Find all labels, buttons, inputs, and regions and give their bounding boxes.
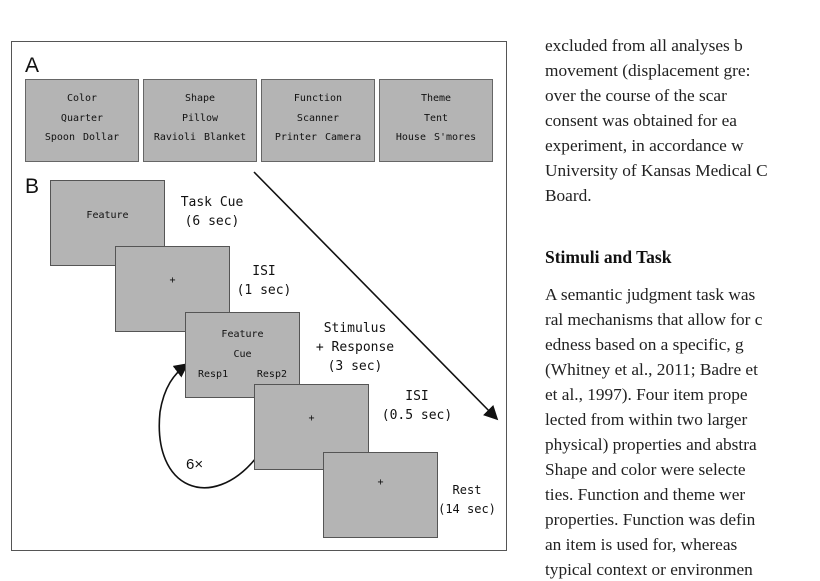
label-line: ISI: [405, 389, 429, 404]
label-line: (3 sec): [327, 359, 383, 374]
text-line: an item is used for, whereas: [545, 535, 738, 554]
body-text-top: [545, 36, 820, 216]
text-line: over the course of the scar: [545, 86, 727, 105]
category-item: S'mores: [433, 132, 477, 143]
body-text-bottom: [545, 285, 820, 581]
text-line: experiment, in accordance w: [545, 136, 744, 155]
category-item: Blanket: [204, 132, 247, 143]
isi-1-label: [224, 262, 304, 300]
text-line: typical context or environmen: [545, 560, 753, 579]
task-cue-label: [162, 193, 262, 231]
label-line: (6 sec): [184, 214, 240, 229]
section-heading: Stimuli and Task: [545, 247, 672, 267]
text-line: consent was obtained for ea: [545, 111, 737, 130]
category-title: Shape: [184, 93, 216, 104]
text-line: ties. Function and theme wer: [545, 485, 746, 504]
category-item: Pillow: [181, 113, 219, 124]
text-line: edness based on a specific, g: [545, 335, 744, 354]
text-line: excluded from all analyses b: [545, 36, 743, 55]
rest-screen: [323, 452, 438, 538]
label-line: Stimulus: [323, 321, 387, 336]
text-line: (Whitney et al., 2011; Badre et: [545, 360, 758, 379]
rest-label: [433, 481, 501, 519]
category-item: Spoon: [44, 132, 75, 143]
label-line: + Response: [315, 340, 395, 355]
label-line: (1 sec): [236, 283, 292, 298]
category-item: Quarter: [60, 113, 104, 124]
text-line: et al., 1997). Four item prope: [545, 385, 748, 404]
screen-text: Feature: [221, 329, 264, 340]
fixation-cross: +: [377, 477, 384, 488]
label-line: Rest: [452, 483, 482, 497]
text-line: Shape and color were selecte: [545, 460, 746, 479]
response-option: Resp1: [198, 369, 229, 380]
category-item: Tent: [423, 113, 449, 124]
category-item: House: [395, 132, 426, 143]
category-item: Ravioli: [153, 132, 196, 143]
text-line: Board.: [545, 186, 592, 205]
repeat-count-label: 6×: [186, 456, 204, 473]
label-line: Task Cue: [180, 195, 244, 210]
panel-b-label: B: [25, 175, 40, 198]
category-item: Camera: [325, 132, 362, 143]
screen-text: Feature: [86, 210, 129, 221]
screen-text: Cue: [233, 349, 252, 360]
text-line: properties. Function was defin: [545, 510, 756, 529]
category-title: Function: [293, 93, 343, 104]
label-line: (0.5 sec): [381, 408, 453, 423]
text-line: A semantic judgment task was: [545, 285, 756, 304]
response-option: Resp2: [256, 369, 287, 380]
text-line: lected from within two larger: [545, 410, 748, 429]
text-line: physical) properties and abstra: [545, 435, 757, 454]
label-line: ISI: [252, 264, 276, 279]
text-line: University of Kansas Medical C: [545, 161, 768, 180]
fixation-cross: +: [308, 413, 315, 424]
category-title: Theme: [420, 93, 452, 104]
category-item: Printer: [274, 132, 318, 143]
isi-2-label: [372, 387, 462, 425]
category-item: Dollar: [82, 132, 120, 143]
panel-a-label: A: [25, 54, 40, 77]
text-line: movement (displacement gre:: [545, 61, 751, 80]
fixation-cross: +: [169, 275, 176, 286]
category-title: Color: [66, 93, 98, 104]
text-line: ral mechanisms that allow for c: [545, 310, 763, 329]
label-line: (14 sec): [438, 502, 496, 516]
stimulus-label: [300, 319, 410, 376]
figure: [11, 41, 507, 551]
category-item: Scanner: [296, 113, 340, 124]
